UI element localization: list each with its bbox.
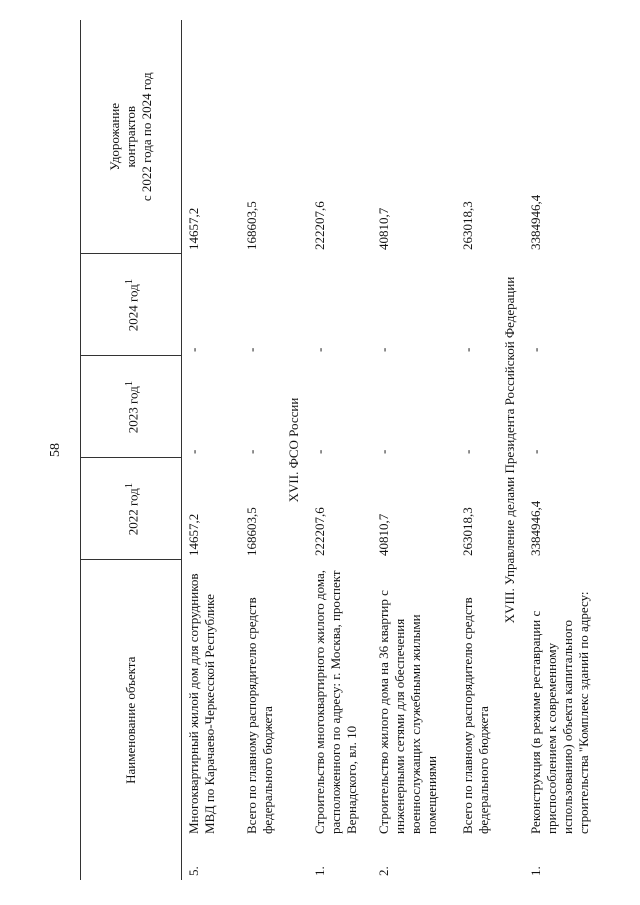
table-body: [182, 20, 616, 880]
row-index: [456, 834, 500, 880]
object-name: Многоквартирный жилой дом для сотрудников МВД по Карачаево-Черкесской Республике: [186, 573, 217, 834]
value-2022: 222207,6: [311, 507, 327, 556]
header-row: [81, 20, 182, 880]
table-row: [182, 20, 240, 880]
value-2023: -: [375, 449, 391, 454]
value-2022: 263018,3: [459, 507, 475, 556]
value-2022: 168603,5: [243, 507, 259, 556]
value-2023: -: [459, 449, 475, 454]
section-title: XVIII. Управление делами Президента Российской Федерации: [501, 276, 517, 624]
header-name: Наименование объекта: [81, 560, 182, 880]
row-index: 1.: [527, 866, 543, 876]
value-2022: 40810,7: [375, 513, 391, 556]
value-2024: -: [243, 347, 259, 352]
value-2022: 14657,2: [186, 513, 201, 556]
cost-increase: 222207,6: [311, 201, 327, 250]
section-header-row: [284, 20, 308, 880]
row-index: 5.: [186, 866, 201, 876]
cost-increase: 14657,2: [186, 207, 201, 250]
header-2023: 2023 год$^1$: [81, 356, 182, 458]
row-index: 2.: [375, 866, 391, 876]
object-name: Строительство жилого дома на 36 квартир с инженерными сетями для обеспечения военнослужащих служебными жилыми помещениями: [375, 590, 439, 834]
header-cost: Удорожание контрактов с 2022 года по 2024 год: [81, 20, 182, 254]
object-name: Реконструкция (в режиме реставрации с приспособлением к современному использованию) объекта капитального строительства "Комплекс зданий по адресу:: [527, 591, 591, 834]
row-index: [240, 834, 284, 880]
header-2022: 2022 год$^1$: [81, 458, 182, 560]
value-2024: -: [311, 347, 327, 352]
value-2023: -: [186, 449, 201, 454]
table-row: [524, 20, 616, 880]
table-row: [308, 20, 372, 880]
cost-increase: 168603,5: [243, 201, 259, 250]
value-2024: -: [375, 347, 391, 352]
value-2024: -: [186, 347, 201, 352]
budget-table: [80, 20, 616, 880]
cost-increase: 40810,7: [375, 207, 391, 250]
table-row: [456, 20, 500, 880]
header-2024: 2024 год$^1$: [81, 254, 182, 356]
object-name: Всего по главному распорядителю средств федерального бюджета: [243, 597, 275, 834]
object-name: Строительство многоквартирного жилого дома, расположенного по адресу: г. Москва, проспект Вернадского, вл. 10: [311, 569, 359, 834]
row-index: 1.: [311, 866, 327, 876]
table-row: [372, 20, 456, 880]
rotated-page: [80, 20, 640, 880]
object-name: Всего по главному распорядителю средств федерального бюджета: [459, 597, 491, 834]
cost-increase: 3384946,4: [527, 194, 543, 250]
value-2023: -: [243, 449, 259, 454]
section-header-row: [500, 20, 524, 880]
page-number: 58: [48, 443, 63, 457]
value-2022: 3384946,4: [527, 500, 543, 556]
value-2024: -: [527, 347, 543, 352]
section-title: XVII. ФСО России: [285, 397, 301, 503]
table-row: [240, 20, 284, 880]
value-2023: -: [311, 449, 327, 454]
cost-increase: 263018,3: [459, 201, 475, 250]
value-2023: -: [527, 449, 543, 454]
value-2024: -: [459, 347, 475, 352]
